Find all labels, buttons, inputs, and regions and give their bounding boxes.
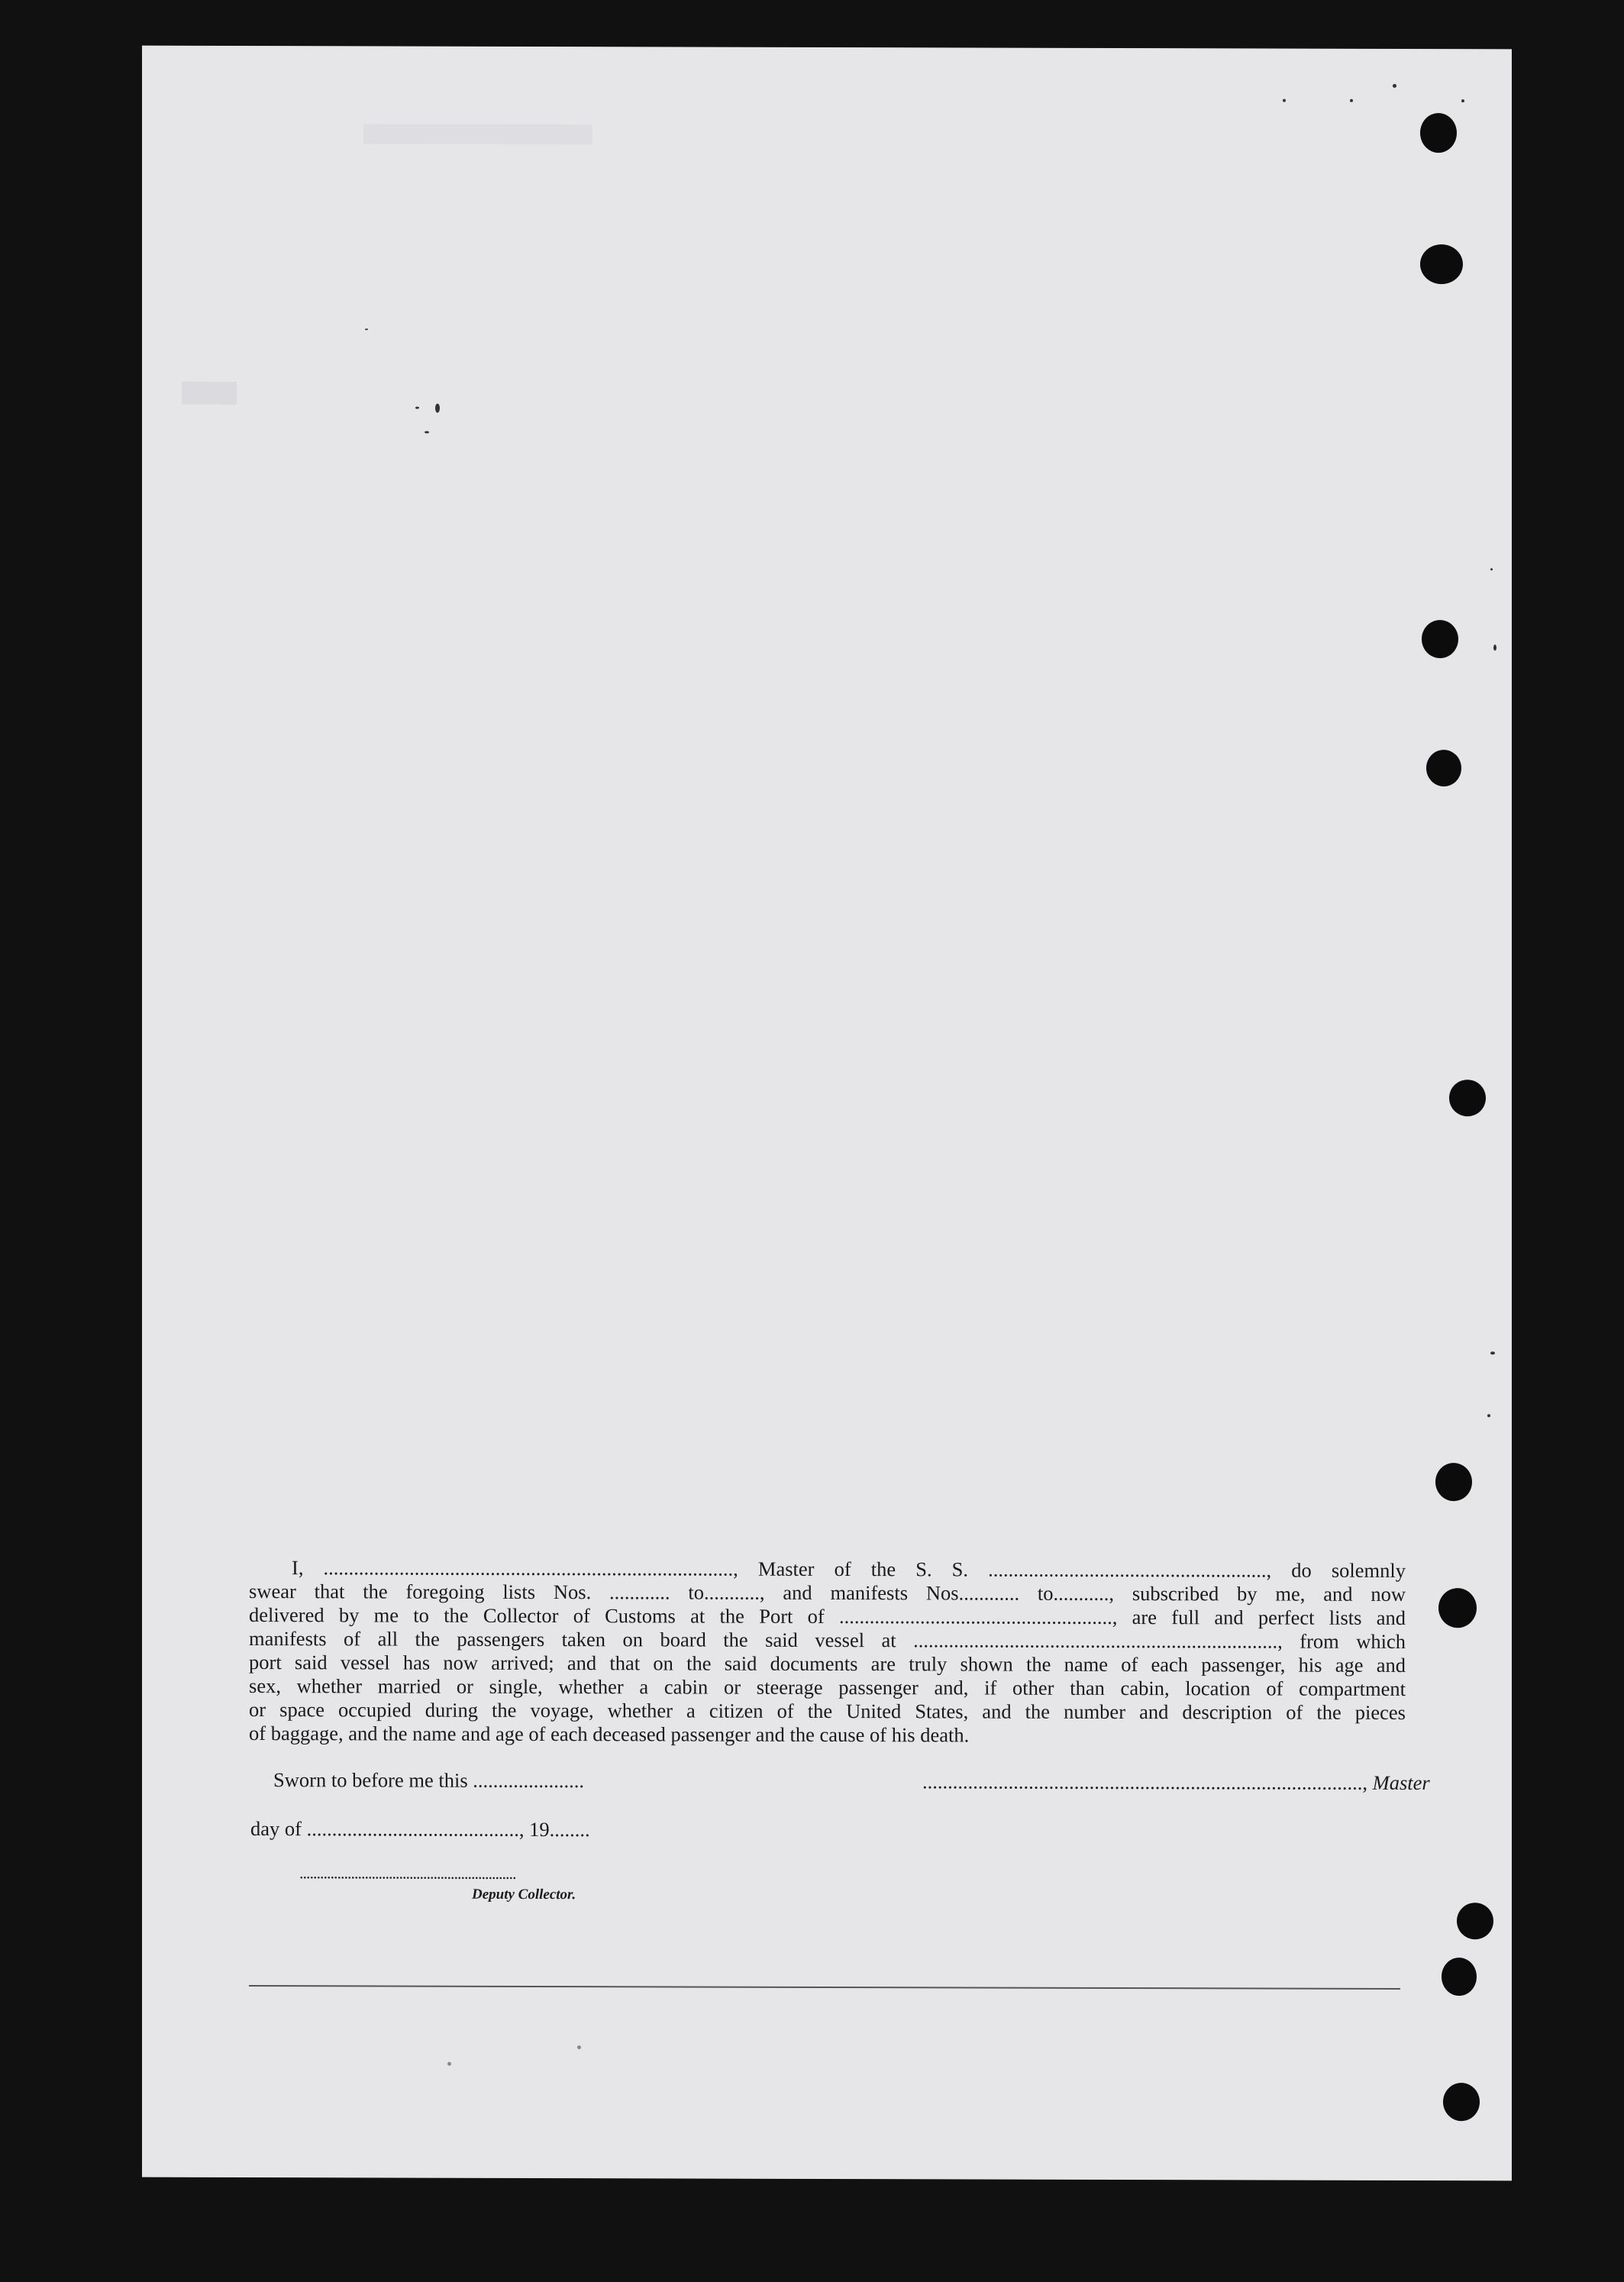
ink-speck (415, 407, 419, 409)
document-page (142, 46, 1512, 2181)
punch-hole (1420, 244, 1463, 284)
ink-speck (1493, 644, 1496, 650)
ink-speck (365, 328, 368, 330)
ink-speck (1487, 1414, 1490, 1417)
punch-hole (1422, 620, 1458, 658)
ink-speck (447, 2062, 451, 2066)
punch-hole (1426, 750, 1461, 786)
punch-hole (1438, 1588, 1477, 1628)
oath-line: or space occupied during the voyage, whether a citizen of the United States, and the number and description of the pieces (249, 1698, 1406, 1724)
master-signature-line (922, 1770, 1430, 1795)
ink-speck (1461, 99, 1464, 102)
oath-line: port said vessel has now arrived; and that on the said documents are truly shown the name of each passenger, his age and (249, 1651, 1406, 1677)
punch-hole (1457, 1903, 1493, 1939)
ink-speck (1393, 84, 1396, 88)
master-signature-dots: ......................................................................................., (922, 1770, 1367, 1794)
punch-hole (1449, 1080, 1486, 1116)
ink-speck (1490, 568, 1493, 570)
ink-speck (435, 404, 440, 413)
bleed-through-number (182, 382, 237, 405)
ink-speck (425, 431, 429, 434)
oath-line: delivered by me to the Collector of Customs at the Port of ......................................................, are full and perfect lists and (249, 1603, 1406, 1629)
master-label: Master (1372, 1770, 1430, 1795)
oath-line: swear that the foregoing lists Nos. ............ to..........., and manifests Nos............ to..........., subscribed by me, and now (249, 1580, 1406, 1606)
punch-hole (1442, 1958, 1477, 1996)
punch-hole (1420, 113, 1457, 153)
sworn-before-line: Sworn to before me this ...................... (273, 1768, 585, 1793)
punch-hole (1443, 2083, 1480, 2121)
ink-speck (1350, 99, 1353, 102)
oath-line: I, ................................................................................., Master of the S. S. ......................................................., do solemnly (292, 1556, 1406, 1582)
punch-hole (1435, 1463, 1472, 1501)
masters-oath-paragraph (249, 1556, 1406, 1748)
oath-line: manifests of all the passengers taken on board the said vessel at ........................................................................, from which (249, 1627, 1406, 1653)
ink-speck (1490, 1351, 1495, 1354)
ink-speck (1283, 99, 1286, 102)
deputy-collector-label: Deputy Collector. (472, 1886, 576, 1903)
day-of-line: day of .........................................., 19........ (250, 1817, 590, 1841)
bottom-rule (249, 1985, 1400, 1990)
bleed-through-header (363, 124, 592, 144)
ink-speck (577, 2045, 581, 2049)
deputy-collector-signature-dots: ............................................................... (299, 1863, 516, 1883)
oath-line: sex, whether married or single, whether a cabin or steerage passenger and, if other than cabin, location of compartment (249, 1674, 1406, 1700)
oath-line: of baggage, and the name and age of each deceased passenger and the cause of his death. (249, 1722, 970, 1747)
